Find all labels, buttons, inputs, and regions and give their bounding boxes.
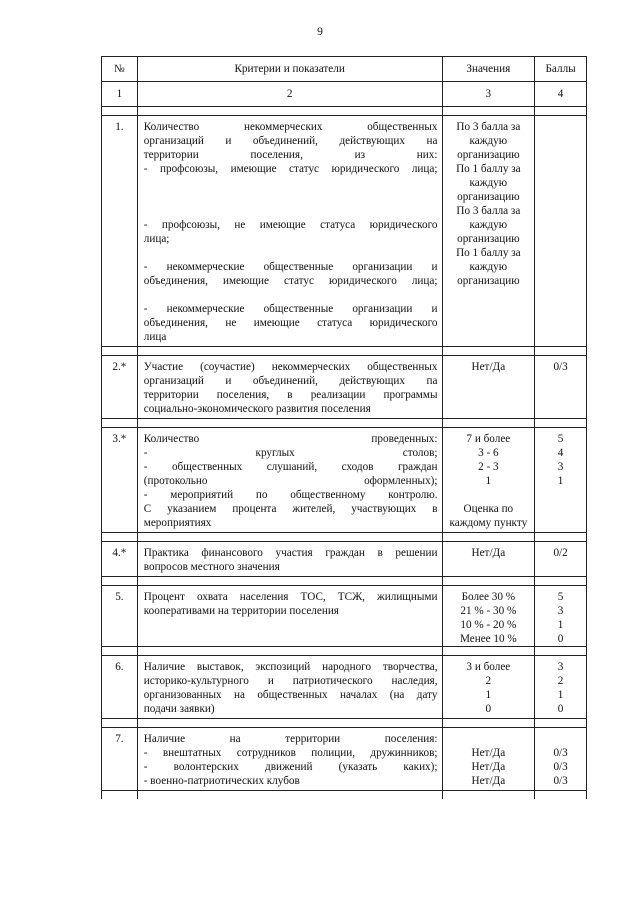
criterion-line: - круглых столов; bbox=[143, 447, 438, 459]
criterion-line: Практика финансового участия граждан в решении bbox=[143, 547, 438, 559]
spacer-cell bbox=[535, 647, 587, 656]
criterion-values bbox=[442, 428, 535, 533]
criterion-line: - некоммерческие общественные организации и bbox=[143, 261, 438, 273]
criterion-number: 1. bbox=[102, 116, 138, 347]
spacer-cell bbox=[137, 347, 442, 356]
criterion-line: Процент охвата населения ТОС, ТСЖ, жилищными bbox=[143, 591, 438, 603]
criterion-line: (протокольно оформленных); bbox=[143, 475, 438, 487]
spacer-cell bbox=[442, 419, 535, 428]
spacer-cell bbox=[102, 577, 138, 586]
points-line: 2 bbox=[557, 675, 564, 687]
criterion-line bbox=[144, 176, 438, 190]
row-spacer bbox=[102, 419, 587, 428]
criterion-row bbox=[102, 656, 587, 719]
spacer-cell bbox=[535, 577, 587, 586]
row-spacer bbox=[102, 791, 587, 800]
spacer-cell bbox=[442, 533, 535, 542]
value-line: 21 % - 30 % bbox=[460, 605, 517, 617]
criterion-points bbox=[535, 428, 587, 533]
value-line: организацию bbox=[457, 233, 520, 245]
index-values: 3 bbox=[442, 82, 535, 107]
header-criteria: Критерии и показатели bbox=[137, 57, 442, 82]
value-line: Нет/Да bbox=[471, 361, 506, 373]
value-line: 7 и более bbox=[466, 433, 511, 445]
value-line: Менее 10 % bbox=[459, 633, 517, 645]
criterion-line: подачи заявки) bbox=[143, 703, 215, 715]
criterion-line: - военно-патриотических клубов bbox=[143, 775, 300, 787]
points-line: 0/3 bbox=[553, 761, 568, 773]
criterion-line: - профсоюзы, имеющие статус юридического лица; bbox=[143, 163, 438, 175]
points-line: 0/2 bbox=[553, 547, 568, 559]
points-line: 1 bbox=[557, 689, 564, 701]
value-line: Нет/Да bbox=[471, 747, 506, 759]
criterion-text bbox=[137, 728, 442, 791]
criterion-values bbox=[442, 116, 535, 347]
points-line: 3 bbox=[557, 461, 564, 473]
spacer-cell bbox=[137, 533, 442, 542]
spacer-cell bbox=[137, 107, 442, 116]
value-line: 3 - 6 bbox=[478, 447, 499, 459]
value-line: По 3 балла за bbox=[456, 121, 521, 133]
criterion-line: организаций и объединений, действующих на bbox=[143, 135, 438, 147]
value-line bbox=[443, 488, 535, 502]
spacer-cell bbox=[102, 719, 138, 728]
value-line bbox=[443, 732, 535, 746]
value-line: 0 bbox=[485, 703, 492, 715]
criterion-values bbox=[442, 586, 535, 647]
value-line: Более 30 % bbox=[461, 591, 516, 603]
criterion-row bbox=[102, 428, 587, 533]
criterion-points bbox=[535, 656, 587, 719]
points-line: 0/3 bbox=[553, 775, 568, 787]
criterion-text bbox=[137, 116, 442, 347]
spacer-cell bbox=[535, 719, 587, 728]
criterion-line bbox=[144, 246, 438, 260]
criterion-points bbox=[535, 586, 587, 647]
points-line bbox=[535, 732, 586, 746]
page-number: 9 bbox=[317, 26, 323, 38]
criterion-values bbox=[442, 656, 535, 719]
value-line: организацию bbox=[457, 149, 520, 161]
criterion-line: Наличие на территории поселения: bbox=[143, 733, 438, 745]
criterion-line: - общественных слушаний, сходов граждан bbox=[143, 461, 438, 473]
value-line: Нет/Да bbox=[471, 547, 506, 559]
points-line: 5 bbox=[557, 433, 564, 445]
criterion-number: 6. bbox=[102, 656, 138, 719]
row-spacer bbox=[102, 533, 587, 542]
criterion-line: Количество проведенных: bbox=[143, 433, 438, 445]
spacer-cell bbox=[535, 419, 587, 428]
spacer-cell bbox=[442, 577, 535, 586]
criterion-line: - внештатных сотрудников полиции, дружинников; bbox=[143, 747, 438, 759]
criterion-line: - мероприятий по общественному контролю. bbox=[143, 489, 438, 501]
value-line: По 1 баллу за bbox=[456, 247, 521, 259]
criterion-row bbox=[102, 586, 587, 647]
criterion-values bbox=[442, 356, 535, 419]
spacer-cell bbox=[535, 791, 587, 800]
criterion-points bbox=[535, 728, 587, 791]
criterion-line: - некоммерческие общественные организации и bbox=[143, 303, 438, 315]
criterion-line: вопросов местного значения bbox=[143, 561, 280, 573]
criterion-line: С указанием процента жителей, участвующих в bbox=[143, 503, 438, 515]
row-spacer bbox=[102, 577, 587, 586]
value-line: Нет/Да bbox=[471, 761, 506, 773]
criterion-text bbox=[137, 586, 442, 647]
criterion-line: кооперативами на территории поселения bbox=[143, 605, 339, 617]
spacer-cell bbox=[137, 419, 442, 428]
criterion-text bbox=[137, 356, 442, 419]
criterion-points bbox=[535, 356, 587, 419]
criterion-line: историко-культурного и патриотического наследия, bbox=[143, 675, 438, 687]
points-line: 0 bbox=[557, 633, 564, 645]
value-line: организацию bbox=[457, 191, 520, 203]
row-spacer bbox=[102, 719, 587, 728]
spacer-cell bbox=[102, 533, 138, 542]
row-spacer bbox=[102, 647, 587, 656]
value-line: 1 bbox=[485, 475, 492, 487]
criterion-text bbox=[137, 428, 442, 533]
value-line: 10 % - 20 % bbox=[460, 619, 517, 631]
criterion-row bbox=[102, 728, 587, 791]
criterion-line: организованных на общественных началах (на дату bbox=[143, 689, 438, 701]
value-line: каждую bbox=[469, 219, 508, 231]
criterion-text bbox=[137, 542, 442, 577]
spacer-cell bbox=[442, 719, 535, 728]
value-line: каждую bbox=[469, 261, 508, 273]
value-line: Нет/Да bbox=[471, 775, 506, 787]
index-row bbox=[102, 82, 587, 107]
value-line: организацию bbox=[457, 275, 520, 287]
spacer-cell bbox=[442, 347, 535, 356]
criterion-row bbox=[102, 116, 587, 347]
value-line: Оценка по bbox=[463, 503, 514, 515]
header-row bbox=[102, 57, 587, 82]
points-line: 0/3 bbox=[553, 361, 568, 373]
criterion-row bbox=[102, 542, 587, 577]
criterion-line bbox=[144, 288, 438, 302]
spacer-cell bbox=[102, 347, 138, 356]
criterion-line: лица; bbox=[143, 233, 170, 245]
criterion-line: объединения, имеющие статус юридического лица; bbox=[143, 275, 438, 287]
criterion-line: организаций и объединений, действующих па bbox=[143, 375, 438, 387]
value-line: каждому пункту bbox=[449, 517, 528, 529]
criterion-text bbox=[137, 656, 442, 719]
criterion-line: лица bbox=[143, 331, 167, 343]
criterion-number: 5. bbox=[102, 586, 138, 647]
criterion-number: 4.* bbox=[102, 542, 138, 577]
criterion-line: - профсоюзы, не имеющие статуса юридического bbox=[143, 219, 438, 231]
criterion-line: территории поселения, из них: bbox=[143, 149, 438, 161]
value-line: По 3 балла за bbox=[456, 205, 521, 217]
criterion-row bbox=[102, 356, 587, 419]
criterion-line: объединения, не имеющие статуса юридического bbox=[143, 317, 438, 329]
criterion-values bbox=[442, 542, 535, 577]
value-line: 1 bbox=[485, 689, 492, 701]
criterion-line: - волонтерских движений (указать каких); bbox=[143, 761, 438, 773]
header-num: № bbox=[102, 57, 138, 82]
spacer-cell bbox=[535, 533, 587, 542]
criterion-number: 3.* bbox=[102, 428, 138, 533]
spacer-cell bbox=[442, 647, 535, 656]
criterion-points bbox=[535, 542, 587, 577]
row-spacer bbox=[102, 347, 587, 356]
criterion-number: 2.* bbox=[102, 356, 138, 419]
value-line: 2 bbox=[485, 675, 492, 687]
spacer-cell bbox=[535, 347, 587, 356]
header-values: Значения bbox=[442, 57, 535, 82]
spacer-cell bbox=[102, 107, 138, 116]
row-spacer bbox=[102, 107, 587, 116]
points-line: 4 bbox=[557, 447, 564, 459]
points-line: 3 bbox=[557, 605, 564, 617]
spacer-cell bbox=[102, 419, 138, 428]
value-line: По 1 баллу за bbox=[456, 163, 521, 175]
spacer-cell bbox=[102, 791, 138, 800]
criterion-line: территории поселения, в реализации программы bbox=[143, 389, 438, 401]
points-line: 0/3 bbox=[553, 747, 568, 759]
spacer-cell bbox=[442, 107, 535, 116]
criterion-values bbox=[442, 728, 535, 791]
spacer-cell bbox=[535, 107, 587, 116]
value-line: каждую bbox=[469, 177, 508, 189]
spacer-cell bbox=[137, 647, 442, 656]
points-line: 1 bbox=[557, 619, 564, 631]
criterion-number: 7. bbox=[102, 728, 138, 791]
value-line: каждую bbox=[469, 135, 508, 147]
header-points: Баллы bbox=[535, 57, 587, 82]
points-line: 5 bbox=[557, 591, 564, 603]
index-criteria: 2 bbox=[137, 82, 442, 107]
spacer-cell bbox=[137, 791, 442, 800]
spacer-cell bbox=[137, 577, 442, 586]
spacer-cell bbox=[442, 791, 535, 800]
value-line: 3 и более bbox=[466, 661, 511, 673]
criterion-line bbox=[144, 190, 438, 204]
criterion-line: Участие (соучастие) некоммерческих общественных bbox=[143, 361, 438, 373]
points-line: 3 bbox=[557, 661, 564, 673]
points-line: 1 bbox=[557, 475, 564, 487]
criterion-points bbox=[535, 116, 587, 347]
index-points: 4 bbox=[535, 82, 587, 107]
criterion-line: социально-экономического развития поселения bbox=[143, 403, 371, 415]
criterion-line bbox=[144, 204, 438, 218]
spacer-cell bbox=[137, 719, 442, 728]
criterion-line: Наличие выставок, экспозиций народного творчества, bbox=[143, 661, 438, 673]
index-num: 1 bbox=[102, 82, 138, 107]
criteria-table bbox=[101, 56, 587, 799]
value-line: 2 - 3 bbox=[478, 461, 499, 473]
criterion-line: Количество некоммерческих общественных bbox=[143, 121, 438, 133]
spacer-cell bbox=[102, 647, 138, 656]
points-line: 0 bbox=[557, 703, 564, 715]
criterion-line: мероприятиях bbox=[143, 517, 212, 529]
